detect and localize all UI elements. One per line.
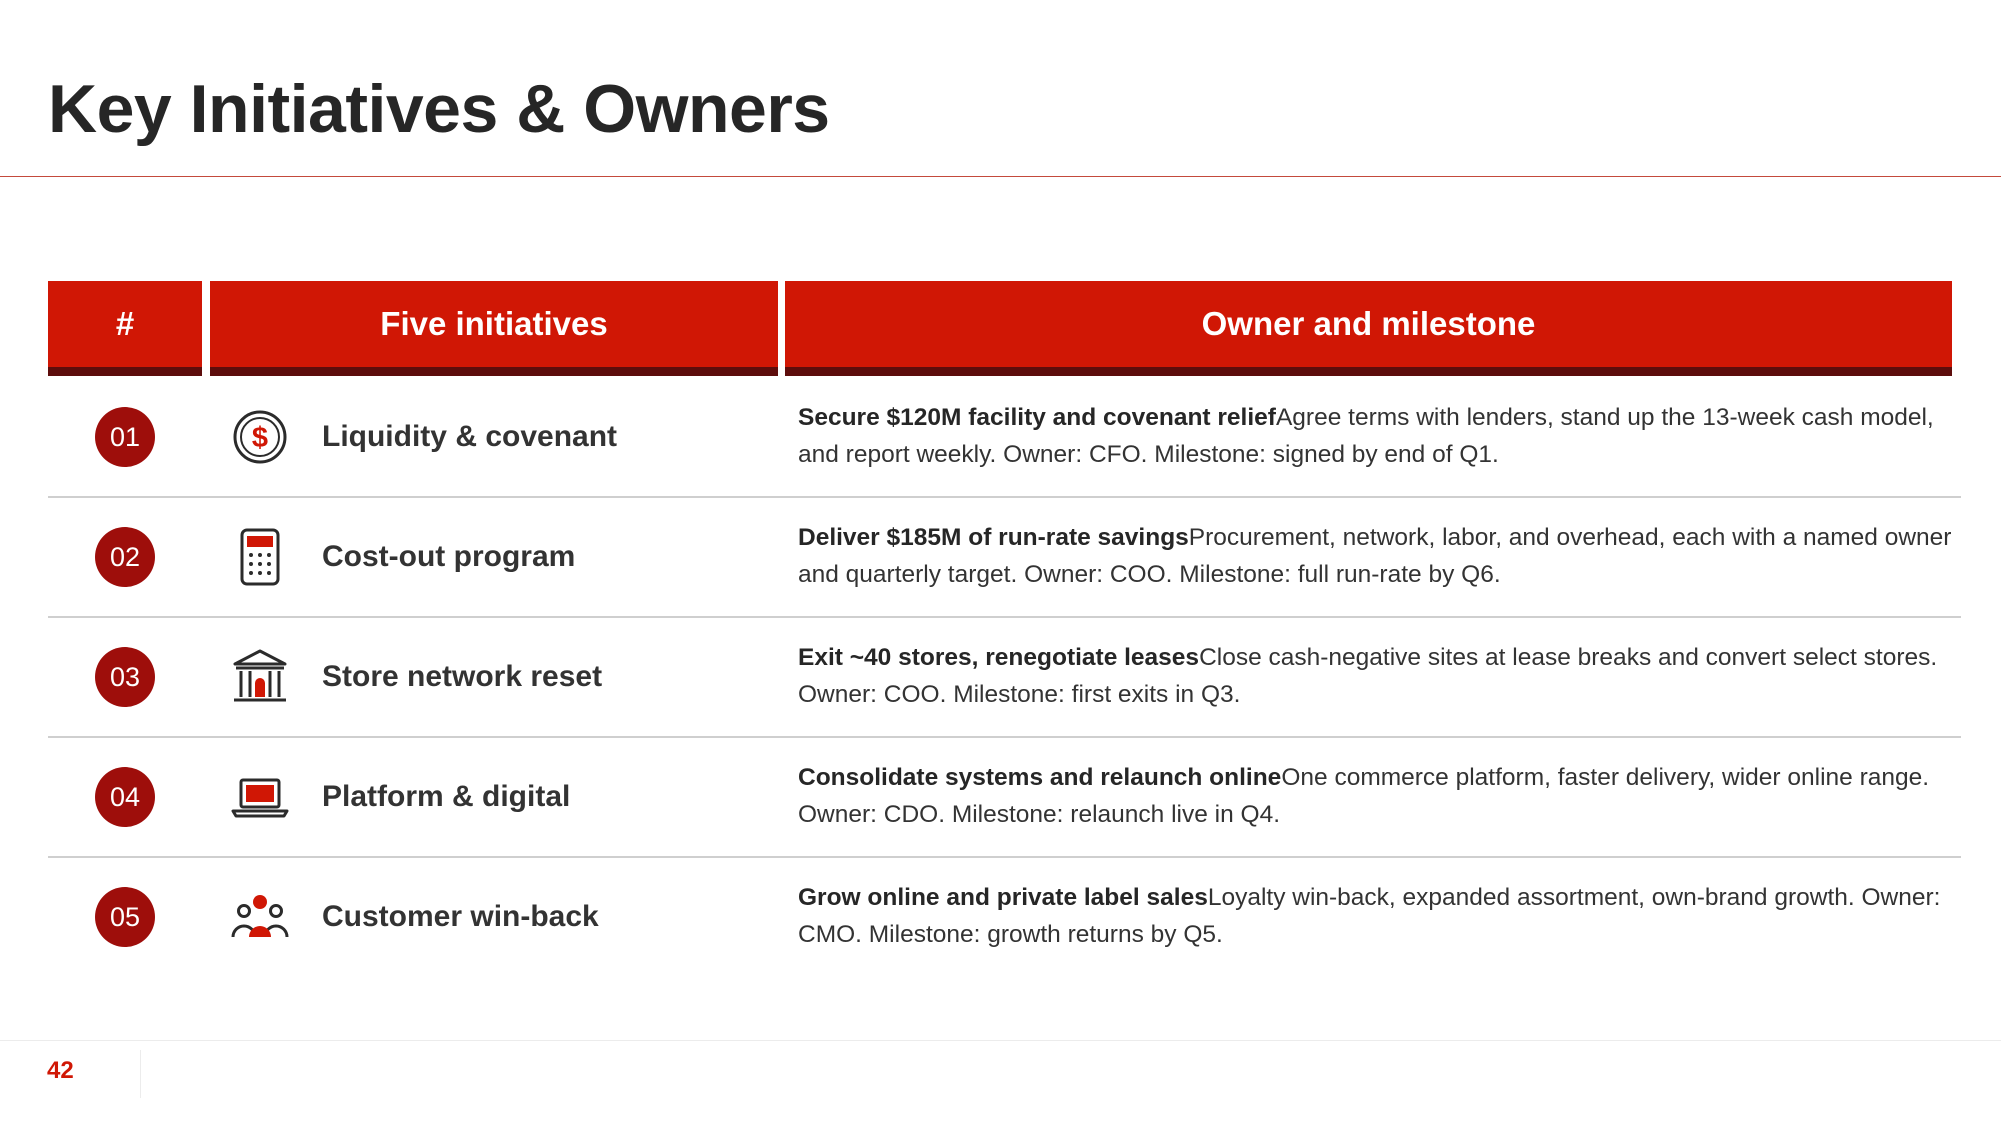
table-row <box>48 497 1961 617</box>
owner-milestone-text <box>798 879 1958 953</box>
table-row <box>48 617 1961 737</box>
initiative-name: Cost-out program <box>322 540 576 573</box>
initiative-name: Customer win-back <box>322 900 599 933</box>
milestone-detail: Agree terms with lenders, stand up the 13-week cash model, and report weekly. Owner: CFO. Milestone: signed by end of Q1. <box>798 404 1934 468</box>
owner-milestone-text <box>798 399 1958 473</box>
calculator-icon <box>230 527 290 587</box>
milestone-detail: One commerce platform, faster delivery, wider online range. Owner: CDO. Milestone: relaunch live in Q4. <box>798 764 1930 828</box>
milestone-headline: Consolidate systems and relaunch online <box>798 764 1282 791</box>
header-initiatives: Five initiatives <box>210 281 778 376</box>
owner-milestone-text <box>798 639 1958 713</box>
page-title: Key Initiatives & Owners <box>48 71 830 147</box>
row-number-badge: 02 <box>95 527 155 587</box>
dollar-coin-icon <box>230 407 290 467</box>
owner-milestone-text <box>798 759 1958 833</box>
initiative-name: Platform & digital <box>322 780 571 813</box>
table-row <box>48 377 1961 497</box>
milestone-headline: Exit ~40 stores, renegotiate leases <box>798 644 1200 671</box>
milestone-headline: Secure $120M facility and covenant relief <box>798 404 1276 431</box>
header-owner-milestone: Owner and milestone <box>785 281 1952 376</box>
owner-milestone-text <box>798 519 1958 593</box>
row-number-badge: 03 <box>95 647 155 707</box>
row-number-badge: 05 <box>95 887 155 947</box>
table-row <box>48 737 1961 857</box>
row-number-badge: 04 <box>95 767 155 827</box>
laptop-icon <box>230 767 290 827</box>
title-divider <box>0 176 2001 177</box>
milestone-detail: Procurement, network, labor, and overhead, each with a named owner and quarterly target. Owner: COO. Milestone: full run-rate by Q6. <box>798 524 1952 588</box>
milestone-detail: Close cash-negative sites at lease breaks and convert select stores. Owner: COO. Milestone: first exits in Q3. <box>798 644 1938 708</box>
milestone-headline: Grow online and private label sales <box>798 884 1208 911</box>
customer-group-icon <box>230 887 290 947</box>
table-row <box>48 857 1961 977</box>
header-number: # <box>48 281 202 376</box>
row-number-badge: 01 <box>95 407 155 467</box>
milestone-detail: Loyalty win-back, expanded assortment, own-brand growth. Owner: CMO. Milestone: growth returns by Q5. <box>798 884 1941 948</box>
footer-divider <box>0 1040 2001 1041</box>
initiative-name: Liquidity & covenant <box>322 420 618 453</box>
store-building-icon <box>230 647 290 707</box>
milestone-headline: Deliver $185M of run-rate savings <box>798 524 1189 551</box>
page-number: 42 <box>47 1057 74 1084</box>
svg-text:$: $ <box>251 422 269 454</box>
initiative-name: Store network reset <box>322 660 603 693</box>
footer-separator <box>140 1050 141 1098</box>
